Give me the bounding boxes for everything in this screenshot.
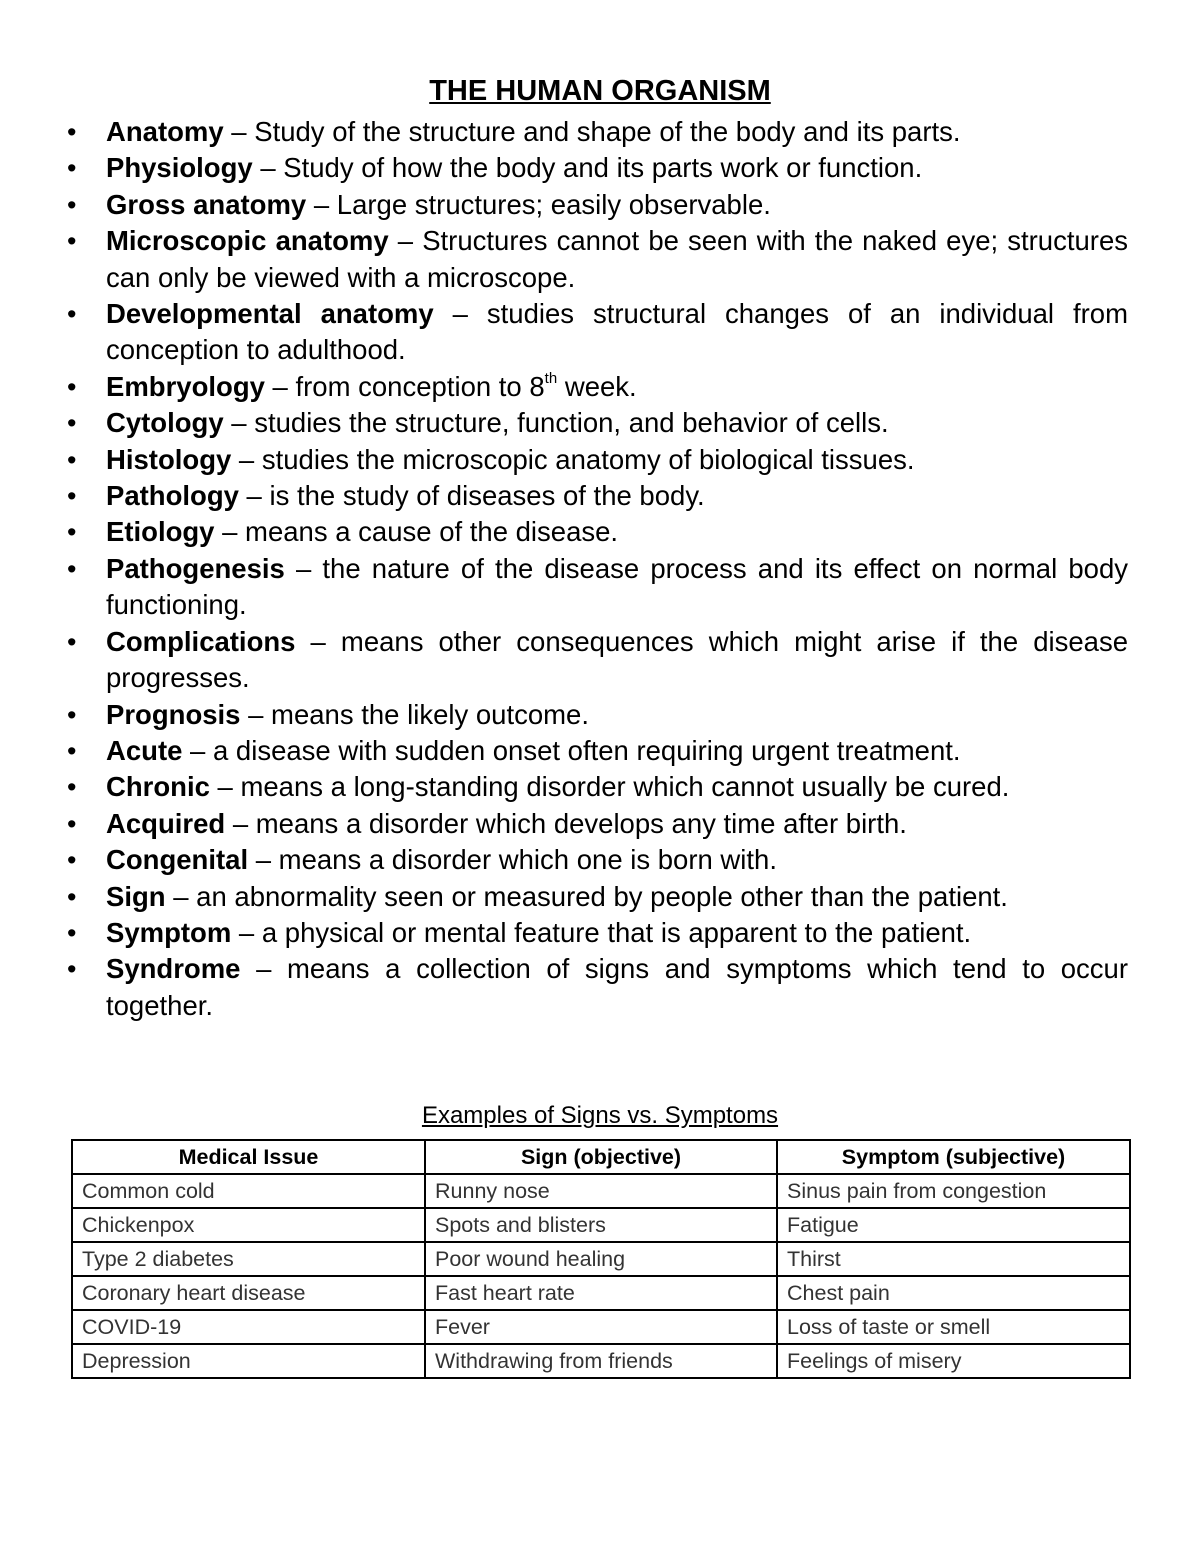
definition-text: – Study of how the body and its parts work or function.: [252, 152, 923, 184]
definition-text: – a disease with sudden onset often requiring urgent treatment.: [182, 734, 961, 766]
table-cell: Runny nose: [425, 1174, 777, 1208]
definition-text: – studies the structure, function, and behavior of cells.: [223, 407, 889, 439]
definition-text: – means a disorder which develops any time after birth.: [225, 807, 907, 839]
bullet-icon: •: [67, 117, 77, 147]
bullet-icon: •: [67, 735, 77, 766]
bullet-icon: •: [67, 808, 77, 839]
definitions-list: [0, 114, 1200, 1024]
definition-term: Sign: [106, 880, 166, 912]
definition-term: Gross anatomy: [106, 188, 307, 220]
table-cell: Type 2 diabetes: [72, 1242, 425, 1276]
definition-term: Developmental anatomy: [106, 298, 434, 330]
table-cell: Common cold: [72, 1174, 425, 1208]
table-caption: Examples of Signs vs. Symptoms: [421, 1102, 779, 1129]
definition-term: Complications: [106, 625, 296, 657]
bullet-icon: •: [67, 553, 77, 584]
definition-item: [0, 478, 1200, 514]
bullet-icon: •: [67, 517, 77, 548]
table-cell: Poor wound healing: [425, 1242, 777, 1276]
definition-item: [0, 296, 1200, 369]
definition-text: – a physical or mental feature that is apparent to the patient.: [231, 916, 972, 948]
definition-term: Acquired: [106, 807, 226, 839]
definition-text: – means a cause of the disease.: [214, 516, 619, 548]
definition-term: Cytology: [106, 407, 224, 439]
header-sign: Sign (objective): [425, 1140, 777, 1174]
table-cell: Depression: [72, 1344, 425, 1378]
definition-item: [0, 697, 1200, 733]
table-cell: Chickenpox: [72, 1208, 425, 1242]
bullet-icon: •: [67, 845, 77, 876]
table-cell: Spots and blisters: [425, 1208, 777, 1242]
page-title: THE HUMAN ORGANISM: [429, 75, 771, 107]
definition-item: [0, 915, 1200, 951]
definition-item: [0, 951, 1200, 1024]
table-row: [72, 1310, 1130, 1344]
definition-text: – studies structural changes of an individual from conception to adulthood.: [106, 298, 1128, 366]
definition-item: [0, 879, 1200, 915]
bullet-icon: •: [67, 917, 77, 948]
definition-term: Acute: [106, 734, 183, 766]
definition-text: – means a collection of signs and symptoms which tend to occur together.: [106, 953, 1128, 1021]
definition-item: [0, 514, 1200, 550]
table-cell: Fever: [425, 1310, 777, 1344]
definition-item: [0, 624, 1200, 697]
bullet-icon: •: [67, 626, 77, 657]
table-row: [72, 1174, 1130, 1208]
table-cell: COVID-19: [72, 1310, 425, 1344]
definition-text: – is the study of diseases of the body.: [238, 480, 705, 512]
definition-text: – means a long-standing disorder which cannot usually be cured.: [209, 771, 1010, 803]
definition-term: Chronic: [106, 771, 210, 803]
definition-text: – an abnormality seen or measured by people other than the patient.: [165, 880, 1008, 912]
definition-item: [0, 223, 1200, 296]
definition-text: – means other consequences which might arise if the disease progresses.: [106, 625, 1128, 694]
table-cell: Coronary heart disease: [72, 1276, 425, 1310]
header-symptom: Symptom (subjective): [777, 1140, 1130, 1174]
definition-text: – studies the microscopic anatomy of biological tissues.: [231, 443, 915, 475]
definition-term: Microscopic anatomy: [106, 225, 389, 257]
definition-text: – means a disorder which one is born with.: [248, 844, 777, 876]
definition-term: Physiology: [106, 152, 253, 184]
bullet-icon: •: [67, 772, 77, 803]
definition-text: – the nature of the disease process and its effect on normal body functioning.: [106, 552, 1128, 621]
bullet-icon: •: [67, 226, 77, 257]
definition-term: Syndrome: [106, 953, 241, 985]
definition-term: Anatomy: [106, 116, 224, 147]
table-cell: Thirst: [777, 1242, 1130, 1276]
definition-text: – Structures cannot be seen with the naked eye; structures can only be viewed with a microscope.: [106, 225, 1128, 293]
definition-term: Pathology: [106, 480, 239, 512]
bullet-icon: •: [67, 299, 77, 330]
bullet-icon: •: [67, 481, 77, 512]
definition-term: Pathogenesis: [106, 552, 285, 584]
definition-item: [0, 187, 1200, 223]
table-cell: Fatigue: [777, 1208, 1130, 1242]
definition-term: Embryology: [106, 370, 265, 402]
definition-text: – Study of the structure and shape of the body and its parts.: [223, 116, 961, 147]
table-cell: Withdrawing from friends: [425, 1344, 777, 1378]
definition-item: [0, 769, 1200, 805]
table-header-row: [72, 1140, 1130, 1174]
bullet-icon: •: [67, 954, 77, 985]
definition-item: [0, 150, 1200, 186]
table-cell: Loss of taste or smell: [777, 1310, 1130, 1344]
definition-text: – means the likely outcome.: [240, 698, 589, 730]
table-row: [72, 1242, 1130, 1276]
bullet-icon: •: [67, 444, 77, 475]
signs-symptoms-table: [71, 1139, 1131, 1379]
definition-item: [0, 369, 1200, 405]
definition-term: Prognosis: [106, 698, 241, 730]
definition-item: [0, 442, 1200, 478]
header-medical-issue: Medical Issue: [72, 1140, 425, 1174]
definition-item: [0, 806, 1200, 842]
definition-term: Etiology: [106, 516, 215, 548]
bullet-icon: •: [67, 881, 77, 912]
definition-item: [0, 733, 1200, 769]
bullet-icon: •: [67, 371, 77, 402]
definition-term: Histology: [106, 443, 232, 475]
table-row: [72, 1208, 1130, 1242]
definition-item: [0, 114, 1200, 150]
definition-superscript: th: [544, 369, 558, 387]
bullet-icon: •: [67, 699, 77, 730]
definition-item: [0, 842, 1200, 878]
definition-text-end: week.: [557, 370, 637, 402]
definition-term: Symptom: [106, 916, 232, 948]
bullet-icon: •: [67, 408, 77, 439]
definition-item: [0, 405, 1200, 441]
table-cell: Chest pain: [777, 1276, 1130, 1310]
bullet-icon: •: [67, 153, 77, 184]
definition-item: [0, 551, 1200, 624]
table-cell: Sinus pain from congestion: [777, 1174, 1130, 1208]
bullet-icon: •: [67, 189, 77, 220]
table-cell: Feelings of misery: [777, 1344, 1130, 1378]
definition-term: Congenital: [106, 844, 249, 876]
table-row: [72, 1276, 1130, 1310]
definition-text: – Large structures; easily observable.: [306, 188, 771, 220]
table-row: [72, 1344, 1130, 1378]
definition-text: – from conception to 8: [264, 370, 545, 402]
table-cell: Fast heart rate: [425, 1276, 777, 1310]
